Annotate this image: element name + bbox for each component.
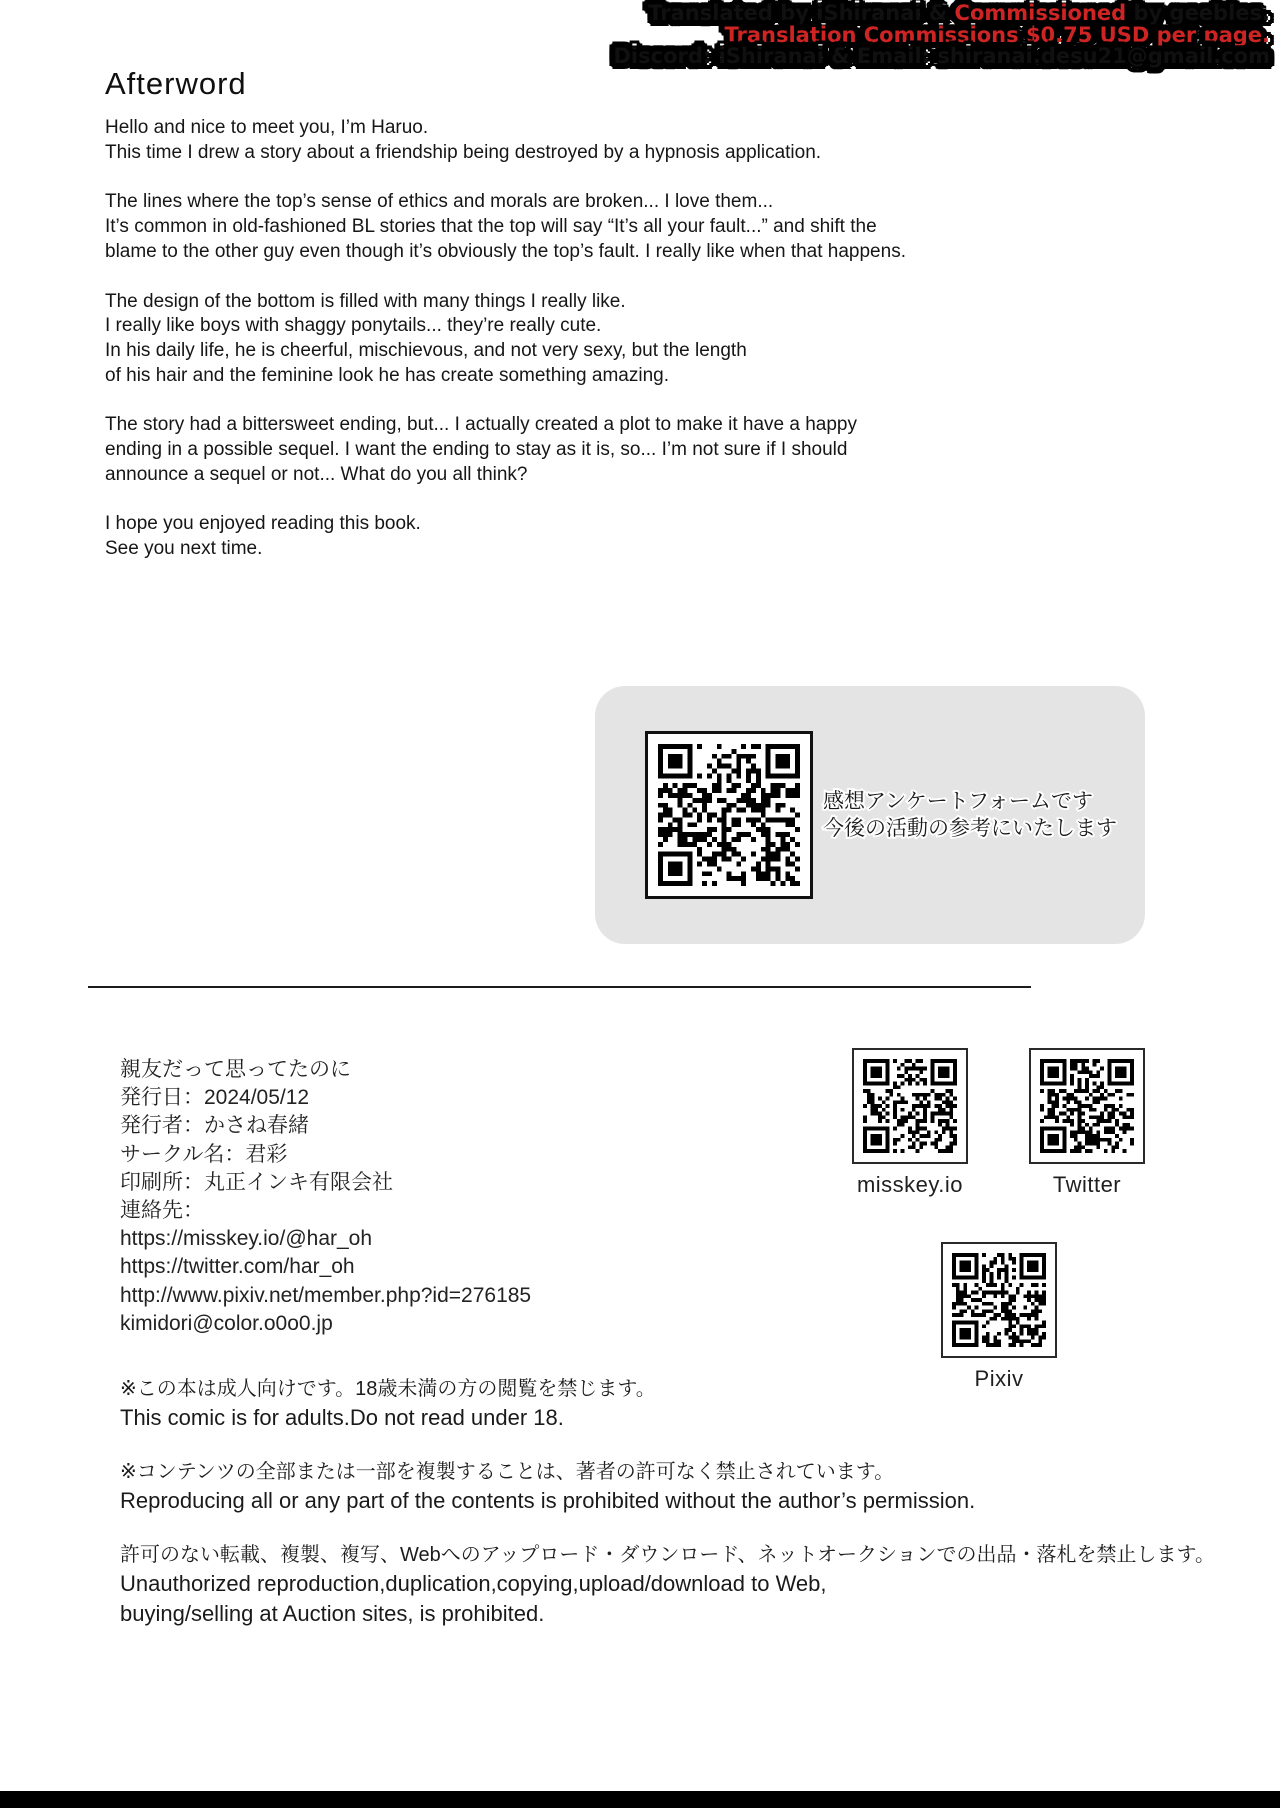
body-line: ending in a possible sequel. I want the ending to stay as it is, so... I’m not sure if I should — [105, 439, 848, 461]
twitter-qr-label: Twitter — [1052, 1172, 1122, 1197]
survey-caption-line: 感想アンケートフォームです — [823, 790, 1094, 813]
body-line: See you next time. — [105, 538, 263, 560]
divider — [88, 986, 1031, 988]
credit-line-1-highlight: Commissioned — [954, 1, 1127, 25]
misskey-qr-code-icon — [852, 1048, 968, 1164]
body-paragraph — [105, 190, 906, 264]
warning-en: Unauthorized reproduction,duplication,copying,upload/download to Web, — [120, 1571, 827, 1596]
body-line: of his hair and the feminine look he has create something amazing. — [105, 364, 669, 386]
warning-jp: ※この本は成人向けです。18歳未満の方の閲覧を禁じます。 — [120, 1378, 656, 1400]
colophon-line: 発行者：かさね春緒 — [120, 1114, 309, 1138]
credit-line-2: Translation Commissions $0.75 USD per page. — [724, 22, 1270, 47]
colophon-line: kimidori@color.o0o0.jp — [120, 1311, 333, 1335]
translator-credits — [614, 3, 1271, 68]
body-line: announce a sequel or not... What do you all think? — [105, 463, 528, 485]
colophon — [120, 1056, 531, 1338]
colophon-line: https://misskey.io/@har_oh — [120, 1227, 373, 1251]
body-paragraph — [105, 116, 906, 165]
credit-line-3: Discord: iShiranai & Email: shiranai.desu21@gmail.com — [613, 44, 1270, 68]
body-line: This time I drew a story about a friendship being destroyed by a hypnosis application. — [105, 141, 822, 163]
body-paragraph — [105, 413, 906, 487]
body-line: Hello and nice to meet you, I’m Haruo. — [105, 117, 429, 138]
pixiv-qr-label: Pixiv — [974, 1366, 1024, 1391]
body-line: The story had a bittersweet ending, but... I actually created a plot to make it have a happy — [105, 414, 857, 436]
credit-line-1-prefix: Translated by iShiranai & — [648, 1, 955, 25]
body-line: In his daily life, he is cheerful, mischievous, and not very sexy, but the length — [105, 339, 747, 361]
pixiv-qr-code-icon — [941, 1242, 1057, 1358]
colophon-line: サークル名：君彩 — [120, 1142, 288, 1166]
credit-line-1-suffix: by geebles. — [1126, 1, 1270, 25]
warning-en: Reproducing all or any part of the contents is prohibited without the author’s permission. — [120, 1488, 976, 1513]
scan-artifact-bar — [0, 1791, 1280, 1808]
page-title: Afterword — [105, 66, 247, 101]
body-line: The design of the bottom is filled with many things I really like. — [105, 290, 626, 312]
warning-en: This comic is for adults.Do not read under 18. — [120, 1405, 564, 1430]
body-line: The lines where the top’s sense of ethics and morals are broken... I love them... — [105, 191, 774, 213]
colophon-line: 親友だって思ってたのに — [120, 1058, 351, 1081]
colophon-line: 連絡先： — [120, 1199, 204, 1223]
warning-no-reproduction — [120, 1459, 975, 1516]
body-line: I hope you enjoyed reading this book. — [105, 513, 421, 535]
survey-caption-line: 今後の活動の参考にいたします — [823, 817, 1117, 840]
warning-jp: 許可のない転載、複製、複写、Webへのアップロード・ダウンロード、ネットオークションでの出品・落札を禁止します。 — [120, 1544, 1215, 1566]
warning-jp: ※コンテンツの全部または一部を複製することは、著者の許可なく禁止されています。 — [120, 1461, 895, 1483]
credit-line-1 — [614, 3, 1271, 25]
warning-adults-only — [120, 1376, 656, 1433]
body-line: It’s common in old-fashioned BL stories that the top will say “It’s all your fault...” and shift the — [105, 216, 877, 238]
colophon-line: http://www.pixiv.net/member.php?id=276185 — [120, 1283, 532, 1307]
warning-en: buying/selling at Auction sites, is prohibited. — [120, 1601, 545, 1626]
colophon-line: 印刷所：丸正インキ有限会社 — [120, 1170, 393, 1194]
misskey-qr-label: misskey.io — [856, 1172, 964, 1197]
survey-caption — [823, 788, 1117, 842]
twitter-qr-code-icon — [1029, 1048, 1145, 1164]
body-line: I really like boys with shaggy ponytails... they’re really cute. — [105, 315, 602, 337]
body-paragraph — [105, 512, 906, 561]
colophon-line: https://twitter.com/har_oh — [120, 1255, 355, 1279]
afterword-body — [105, 116, 906, 587]
body-paragraph — [105, 290, 906, 389]
survey-box — [595, 686, 1145, 944]
warning-no-upload — [120, 1542, 1215, 1629]
body-line: blame to the other guy even though it’s obviously the top’s fault. I really like when that happens. — [105, 240, 906, 262]
survey-qr-code-icon — [645, 731, 813, 899]
colophon-line: 発行日：2024/05/12 — [120, 1086, 310, 1110]
